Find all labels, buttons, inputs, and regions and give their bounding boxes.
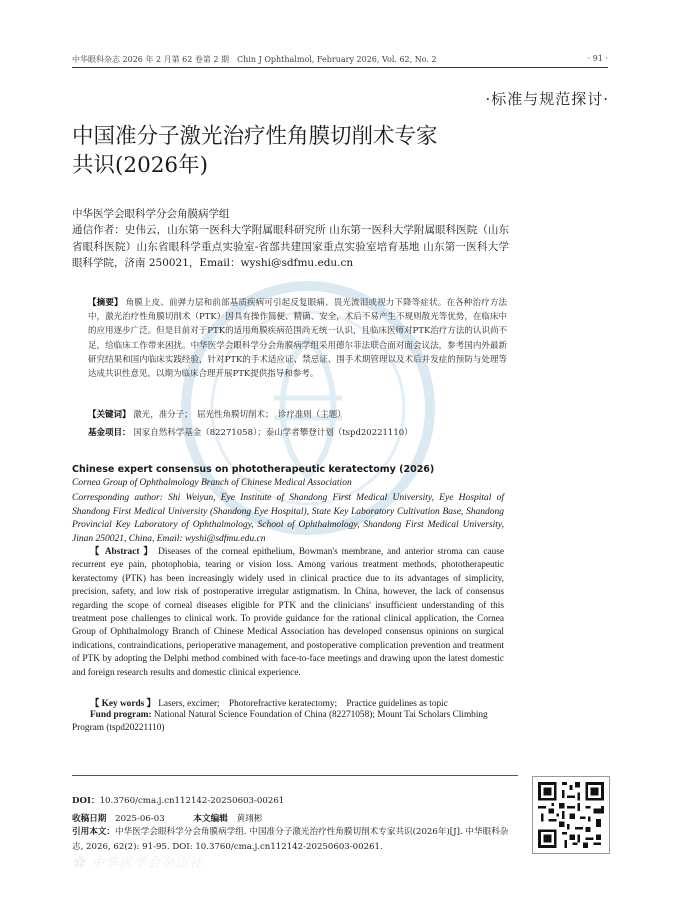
doi-value[interactable]: 10.3760/cma.j.cn112142-20250603-00261 (99, 796, 285, 806)
en-abstract (72, 546, 504, 680)
en-organization: Cornea Group of Ophthalmology Branch of Chinese Medical Association (72, 478, 352, 488)
cn-abstract-label: 【摘要】 (88, 298, 123, 308)
cn-keywords-label: 【关键词】 (88, 410, 131, 420)
editor-name: 黄翊彬 (236, 814, 263, 824)
cn-organization: 中华医学会眼科学分会角膜病学组 (72, 208, 230, 220)
title-line-1: 中国准分子激光治疗性角膜切削术专家 (72, 124, 438, 149)
en-fund-label: Fund program: (90, 710, 152, 720)
editor-label: 本文编辑 (193, 814, 228, 824)
cn-abstract-text: 角膜上皮、前弹力层和前部基质疾病可引起反复眼痛、畏光流泪或视力下降等症状。在各种治疗方法中，激光治疗性角膜切削术（PTK）因具有操作简便、精确、安全，术后不易产生不规则散光等优势，在临床中的应用逐步广泛。但是目前对于PTK的适用角膜疾病范围尚无统一认识，且临床医师对PTK治疗方法的认识尚不足，给临床工作带来困扰。中华医学会眼科学分会角膜病学组采用德尔菲法联合面对面会议法，参考国内外最新研究结果和国内临床实践经验，针对PTK的手术适应证、禁忌证、围手术期管理以及术后并发症的预防与处理等达成共识性意见，以期为临床合理开展PTK提供指导和参考。 (88, 298, 507, 380)
qr-code-icon[interactable] (532, 776, 610, 854)
cn-fund (88, 426, 508, 438)
footer-divider (72, 775, 518, 776)
en-abstract-label: 【 Abstract 】 (90, 547, 155, 557)
column-tag: ·标准与规范探讨· (485, 90, 609, 108)
page-number: · 91 · (587, 54, 608, 63)
en-keywords (90, 695, 448, 709)
article-title (72, 122, 532, 180)
en-fund-text: National Natural Science Foundation of China (82271058); Mount Tai Scholars Climbing Program (tspd20221110) (72, 710, 488, 734)
citation-label: 引用本文： (72, 827, 115, 837)
en-corresponding-author: Corresponding author: Shi Weiyun, Eye Institute of Shandong First Medical University, Eye Hospital of Shandong First Medical University (Shandong Eye Hospital), State Key Laboratory Cultivation Base, Shandong Provincial Key Laboratory of Ophthalmology, School of Ophthalmology, Shandong First Medical University, Jinan 250021, China, Email: wyshi@sdfmu.edu.cn (72, 493, 504, 544)
en-keywords-label: 【 Key words 】 (90, 699, 156, 709)
cn-keywords-text: 激光，准分子； 屈光性角膜切削术； 诊疗准则（主题） (133, 410, 346, 420)
title-line-2: 共识(2026年) (72, 153, 208, 178)
citation-text: 中华医学会眼科学分会角膜病学组. 中国准分子激光治疗性角膜切削术专家共识(2026年)[J]. 中华眼科杂志, 2026, 62(2): 91-95. DOI: 10.3760/cma.j.cn112142-20250603-00261. (72, 827, 509, 852)
received-label: 收稿日期 (72, 814, 107, 824)
publisher-watermark-logo: ✿ 中华医学会杂志社 (72, 856, 204, 871)
running-header (72, 54, 608, 65)
cn-corresponding-author: 通信作者：史伟云，山东第一医科大学附属眼科研究所 山东第一医科大学附属眼科医院（山东省眼科医院）山东省眼科学重点实验室-省部共建国家重点实验室培育基地 山东第一医科大学眼科学院，济南 250021，Email：wyshi@sdfmu.edu.cn (72, 224, 509, 269)
cn-keywords (88, 408, 508, 420)
cn-fund-label: 基金项目： (88, 428, 131, 438)
en-keywords-text: Lasers, excimer; Photorefractive keratectomy; Practice guidelines as topic (158, 699, 448, 709)
doi-label: DOI： (72, 796, 100, 806)
doi-line (72, 794, 284, 806)
citation (72, 825, 518, 855)
cn-abstract (88, 296, 507, 381)
en-title: Chinese expert consensus on phototherapeutic keratectomy (2026) (72, 464, 435, 475)
received-line (72, 812, 262, 824)
header-divider (72, 67, 608, 68)
received-date: 2025-06-03 (115, 814, 165, 824)
cn-fund-text: 国家自然科学基金（82271058）；泰山学者攀登计划（tspd20221110） (133, 428, 413, 438)
en-abstract-text: Diseases of the corneal epithelium, Bowman's membrane, and anterior stroma can cause recurrent eye pain, photophobia, tearing or vision loss. Among various treatment methods, phototherapeutic keratectomy (PTK) has been increasingly widely used in clinical practice due to its advantages of simplicity, precision, safety, and low risk of postoperative irregular astigmatism. In China, however, the lack of consensus regarding the scope of corneal diseases eligible for PTK and the clinicians' insufficient understanding of this treatment pose challenges to clinical work. To provide guidance for the rational clinical application, the Cornea Group of Ophthalmology Branch of Chinese Medical Association has developed consensus opinions on surgical indications, contraindications, perioperative management, and postoperative complication prevention and treatment of PTK by adopting the Delphi method combined with face-to-face meetings and drawing upon the latest domestic and foreign research results and domestic clinical experience. (72, 547, 504, 678)
running-header-left: 中华眼科杂志 2026 年 2 月第 62 卷第 2 期 Chin J Ophthalmol, February 2026, Vol. 62, No. 2 (72, 55, 437, 64)
en-fund (72, 709, 504, 736)
